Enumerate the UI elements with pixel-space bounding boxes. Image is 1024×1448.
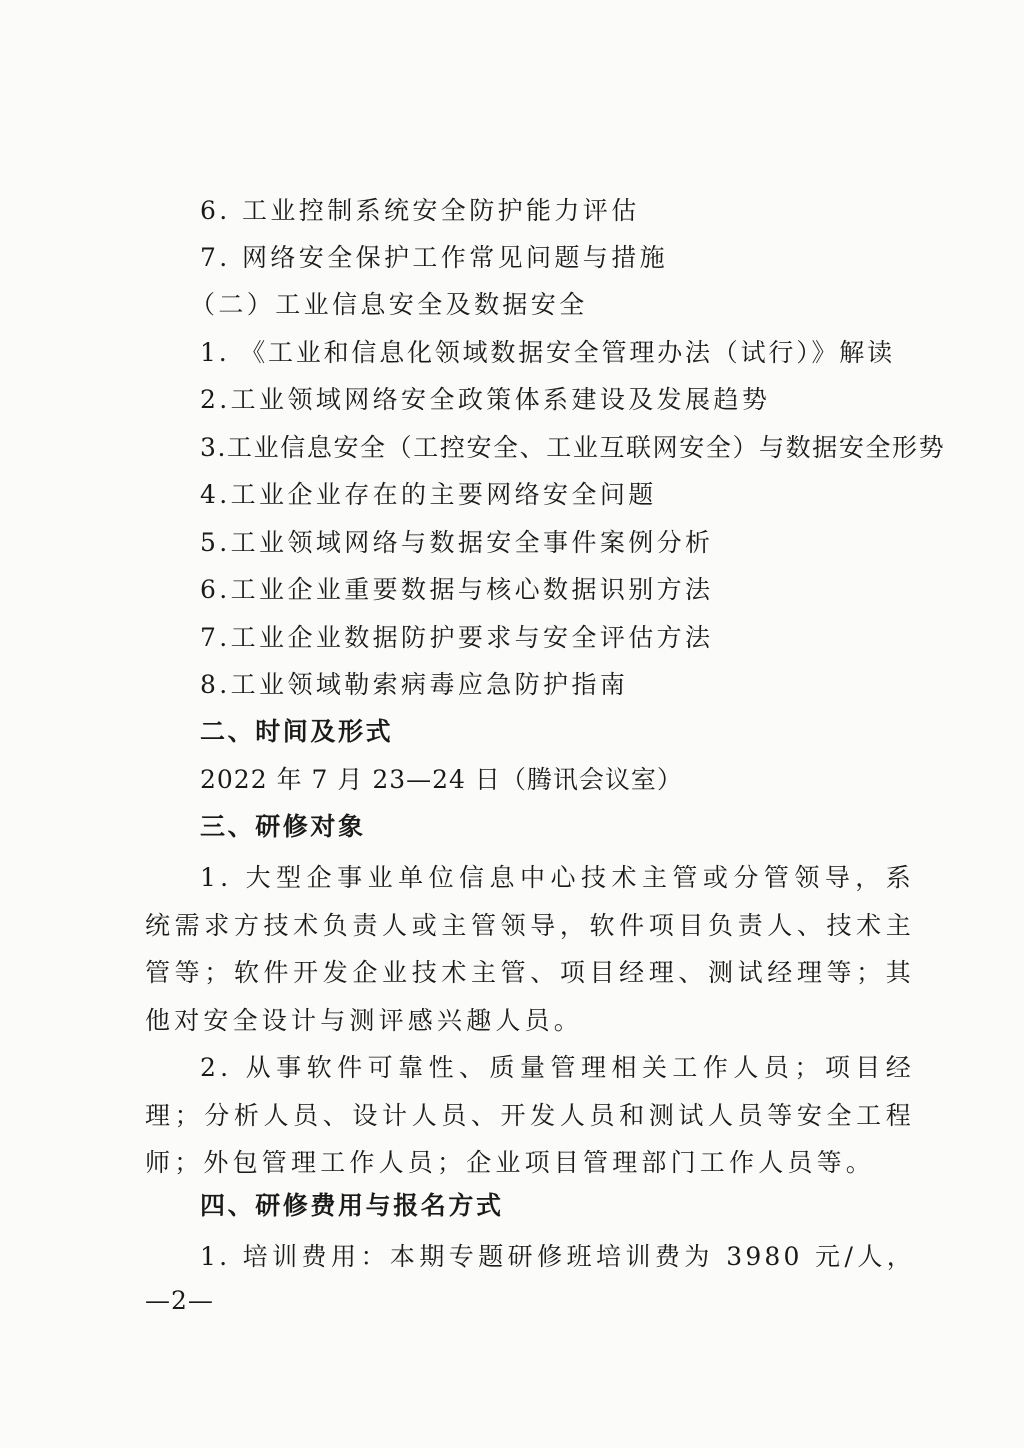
- item-ransomware-guide: 8.工业领域勒索病毒应急防护指南: [200, 670, 629, 699]
- section-heading-target: 三、研修对象: [200, 812, 366, 841]
- subsection-title-industrial-data-security: （二）工业信息安全及数据安全: [190, 290, 588, 319]
- item-data-protection: 7.工业企业数据防护要求与安全评估方法: [200, 623, 714, 652]
- page-number: —2—: [145, 1286, 214, 1315]
- time-text: 2022 年 7 月 23—24 日（腾讯会议室）: [200, 765, 683, 794]
- target-paragraph-2: 2. 从事软件可靠性、质量管理相关工作人员；项目经理；分析人员、设计人员、开发人员和测试人员等安全工程师；外包管理工作人员；企业项目管理部门工作人员等。: [145, 1053, 915, 1177]
- fee-paragraph-1: 1. 培训费用：本期专题研修班培训费为 3980 元/人，: [200, 1242, 915, 1271]
- item-network-security-issues: 7. 网络安全保护工作常见问题与措施: [200, 243, 669, 272]
- item-data-security-measures: 1. 《工业和信息化领域数据安全管理办法（试行）》解读: [200, 338, 895, 367]
- section-heading-fee: 四、研修费用与报名方式: [200, 1191, 504, 1220]
- target-paragraph-1: 1. 大型企事业单位信息中心技术主管或分管领导，系统需求方技术负责人或主管领导，软件项目负责人、技术主管等；软件开发企业技术主管、项目经理、测试经理等；其他对安全设计与测评感兴趣人员。: [145, 863, 915, 1035]
- item-incident-case-analysis: 5.工业领域网络与数据安全事件案例分析: [200, 528, 714, 557]
- item-security-situation: 3.工业信息安全（工控安全、工业互联网安全）与数据安全形势: [200, 433, 946, 462]
- section-heading-time: 二、时间及形式: [200, 717, 394, 746]
- item-ics-security-assessment: 6. 工业控制系统安全防护能力评估: [200, 196, 640, 225]
- item-main-security-issues: 4.工业企业存在的主要网络安全问题: [200, 480, 657, 509]
- item-policy-system: 2.工业领域网络安全政策体系建设及发展趋势: [200, 385, 771, 414]
- item-data-identification: 6.工业企业重要数据与核心数据识别方法: [200, 575, 714, 604]
